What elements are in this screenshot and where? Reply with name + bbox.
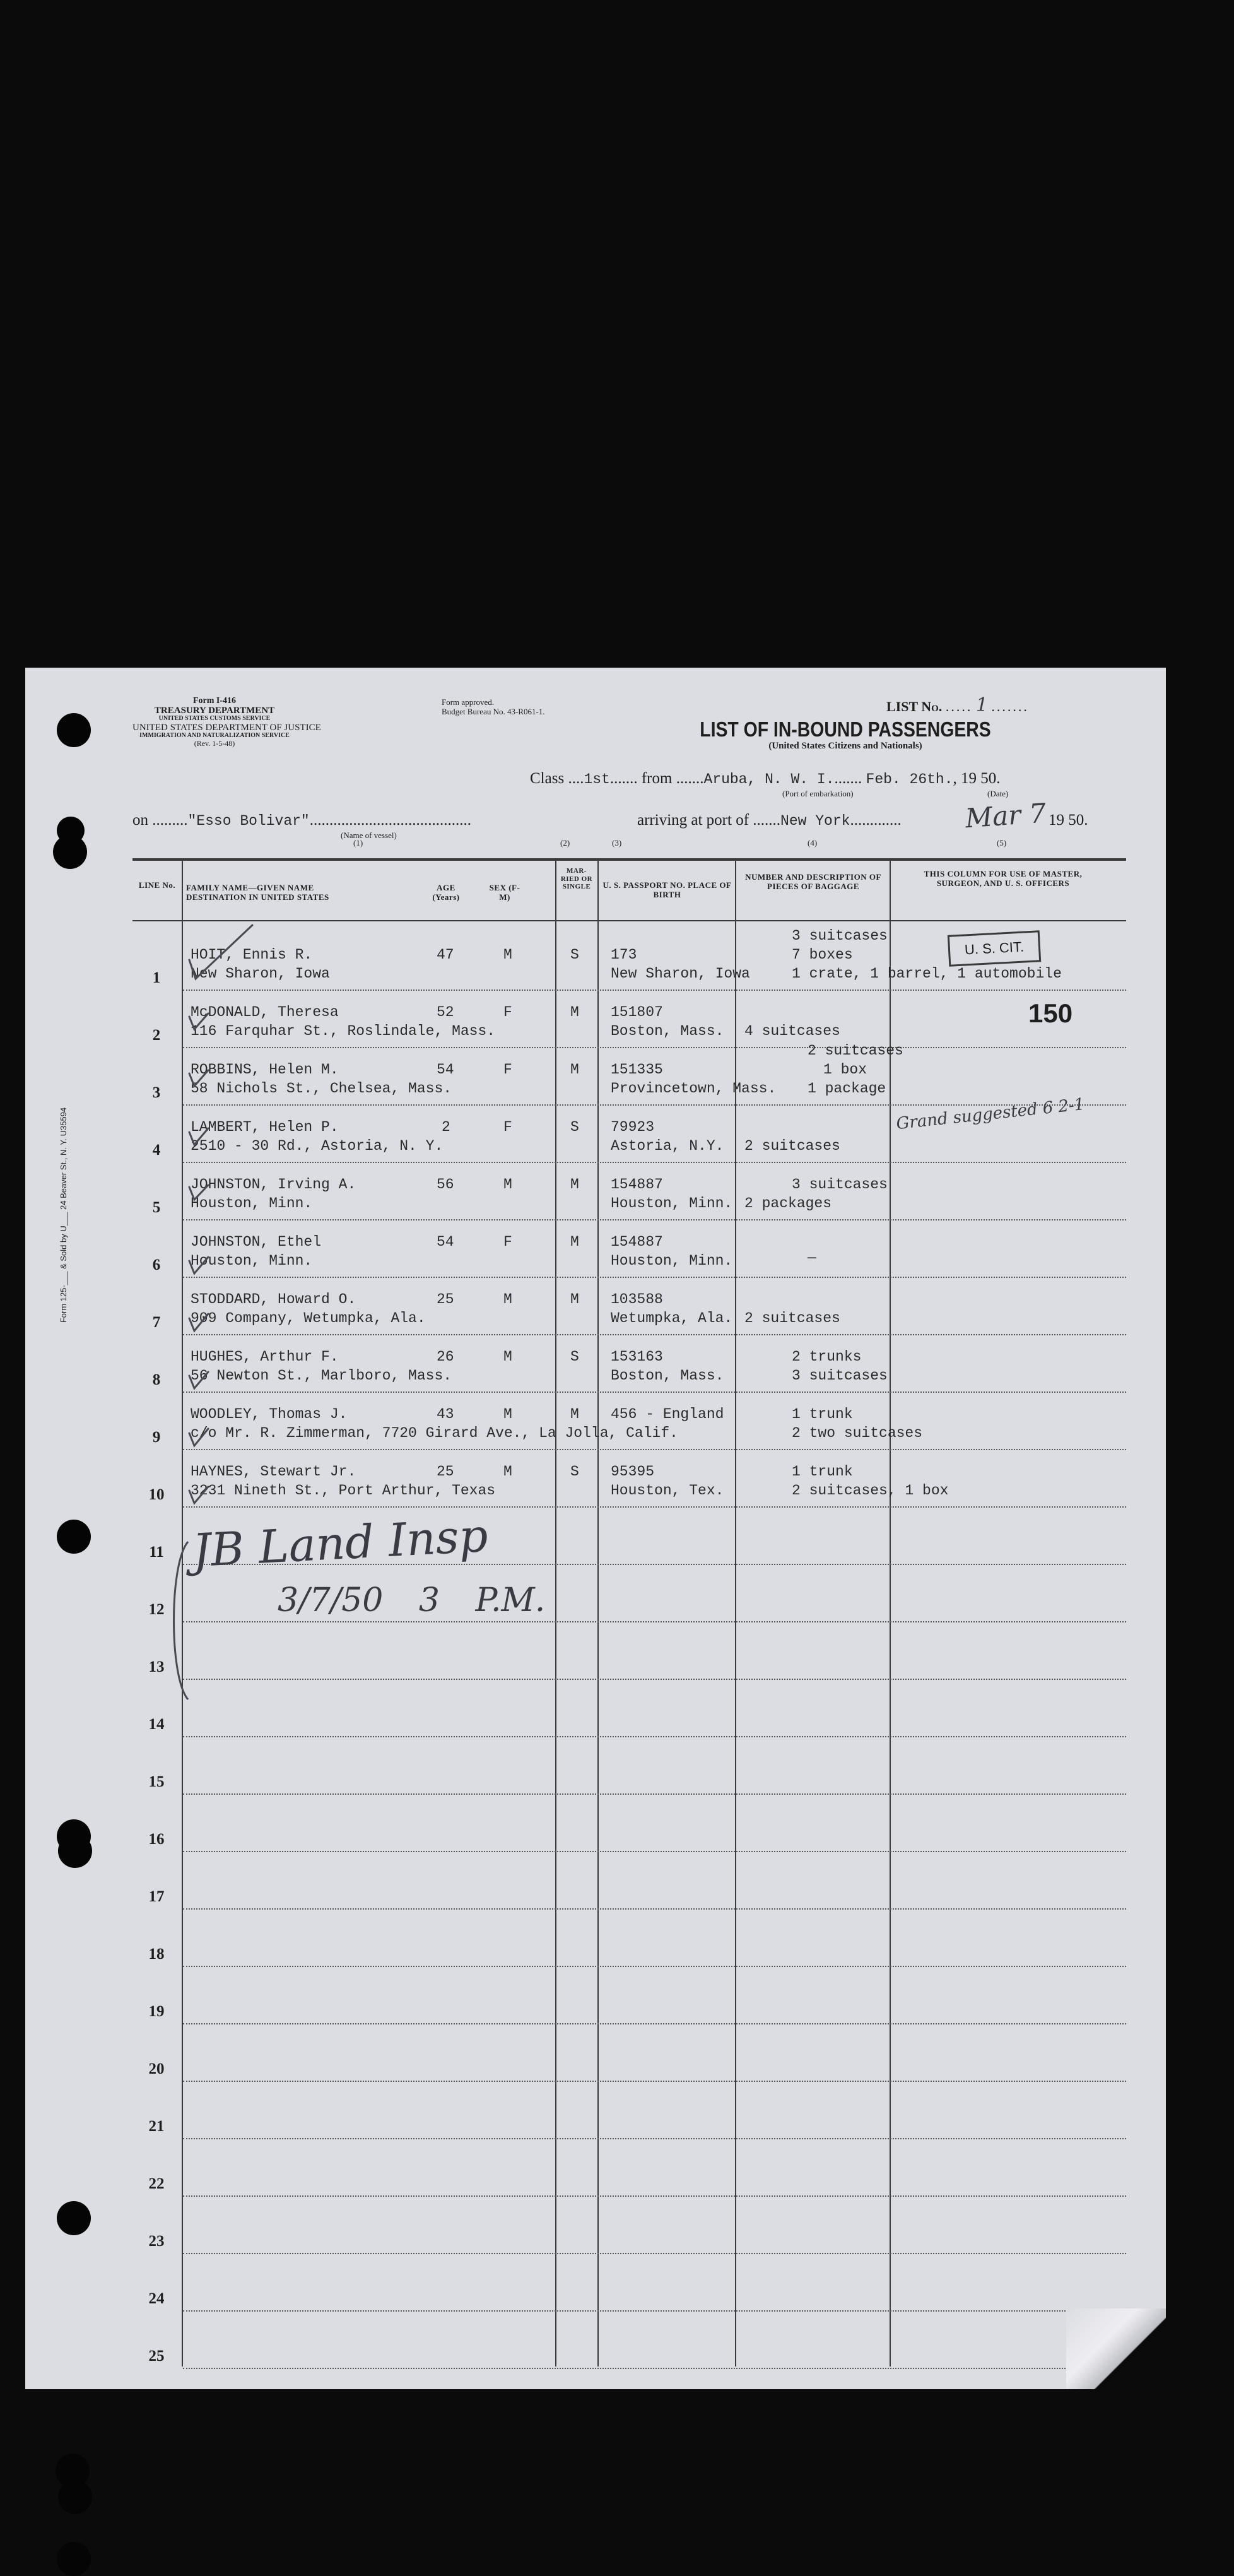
- col-number-2: (2): [560, 838, 570, 848]
- header-baggage: NUMBER AND DESCRIPTION OF PIECES OF BAGGAGE: [745, 872, 881, 891]
- col-divider: [890, 858, 891, 2366]
- punch-hole: [57, 1520, 91, 1554]
- passenger-age: 25: [437, 1463, 454, 1480]
- passenger-name: HUGHES, Arthur F.: [191, 1349, 339, 1365]
- passenger-list-page: [25, 668, 1166, 2389]
- revision: (Rev. 1-5-48): [194, 739, 235, 748]
- place-of-birth: Wetumpka, Ala.: [611, 1310, 733, 1326]
- passenger-destination: 56 Newton St., Marlboro, Mass.: [191, 1368, 452, 1384]
- baggage-line: 1 package: [808, 1080, 886, 1097]
- passenger-destination: 2510 - 30 Rd., Astoria, N. Y.: [191, 1138, 444, 1154]
- line-number: 4: [152, 1142, 161, 1159]
- passenger-sex: M: [503, 1176, 512, 1193]
- form-header: [132, 696, 321, 748]
- line-number: 2: [152, 1027, 161, 1044]
- passenger-destination: 3231 Nineth St., Port Arthur, Texas: [191, 1482, 496, 1499]
- line-number: 21: [148, 2118, 165, 2135]
- line-number: 18: [148, 1946, 165, 1963]
- line-number: 6: [152, 1256, 161, 1273]
- row-rule: [183, 1908, 1126, 1910]
- list-number-value: 1: [975, 694, 988, 716]
- baggage-line: 3 suitcases: [792, 928, 888, 944]
- header-married: MAR- RIED OR SINGLE: [560, 867, 593, 891]
- line-number: 23: [148, 2233, 165, 2250]
- passenger-age: 26: [437, 1349, 454, 1365]
- baggage-line: 2 suitcases: [744, 1138, 840, 1154]
- place-of-birth: Provincetown, Mass.: [611, 1080, 777, 1097]
- us-citizen-stamp: [948, 930, 1041, 967]
- table-top-rule: [132, 858, 1126, 861]
- subtitle: (United States Citizens and Nationals): [768, 740, 922, 751]
- customs-service: UNITED STATES CUSTOMS SERVICE: [158, 715, 271, 723]
- baggage-line: 1 crate, 1 barrel, 1 automobile: [792, 966, 1062, 982]
- punch-hole: [58, 2480, 92, 2514]
- passenger-sex: M: [503, 947, 512, 963]
- passenger-name: HOIT, Ennis R.: [191, 947, 313, 963]
- place-of-birth: Houston, Minn.: [611, 1253, 733, 1269]
- embarkation-port: Aruba, N. W. I.: [703, 771, 835, 788]
- baggage-line: 2 suitcases, 1 box: [792, 1482, 949, 1499]
- officer-handwritten-note: Grand suggested 6 2-1: [895, 1094, 1086, 1134]
- punch-hole: [57, 817, 85, 844]
- passenger-name: HAYNES, Stewart Jr.: [191, 1463, 356, 1480]
- vessel-name: "Esso Bolivar": [187, 813, 310, 829]
- row-rule: [183, 1277, 1126, 1278]
- col-divider: [555, 858, 556, 2366]
- col-number-5: (5): [997, 838, 1007, 848]
- passenger-destination: 116 Farquhar St., Roslindale, Mass.: [191, 1023, 496, 1039]
- passenger-sex: M: [503, 1406, 512, 1422]
- row-rule: [183, 1449, 1126, 1450]
- inspector-signature: JB Land Insp: [191, 1508, 490, 1578]
- place-of-birth: New Sharon, Iowa: [611, 966, 750, 982]
- form-approval: [442, 698, 545, 717]
- header-sex: SEX (F-M): [489, 883, 520, 902]
- line-number: 22: [148, 2175, 165, 2192]
- brace-mark-icon: [163, 1539, 194, 1703]
- passenger-destination: Houston, Minn.: [191, 1195, 313, 1212]
- header-age: AGE (Years): [432, 883, 460, 902]
- line-number: 25: [148, 2348, 165, 2365]
- on-label: on: [132, 812, 148, 829]
- passenger-marital: S: [570, 1349, 579, 1365]
- passenger-name: STODDARD, Howard O.: [191, 1291, 356, 1308]
- row-rule: [183, 2368, 1126, 2369]
- baggage-line: 3 suitcases: [792, 1368, 888, 1384]
- row-rule: [183, 1793, 1126, 1795]
- budget-text: Budget Bureau No. 43-R061-1.: [442, 706, 545, 716]
- col-number-3: (3): [612, 838, 622, 848]
- passport-number: 79923: [611, 1119, 655, 1135]
- row-rule: [183, 1966, 1126, 1967]
- baggage-line: 2 suitcases: [744, 1310, 840, 1326]
- passport-number: 154887: [611, 1176, 663, 1193]
- baggage-line: 2 two suitcases: [792, 1425, 923, 1441]
- line-number: 12: [148, 1601, 165, 1618]
- col-divider: [597, 858, 599, 2366]
- line-number: 10: [148, 1486, 165, 1503]
- form-number: Form I-416: [192, 696, 237, 706]
- arrival-date-handwritten: Mar 7: [964, 797, 1047, 834]
- header-name: FAMILY NAME—GIVEN NAME DESTINATION IN UNITED STATES: [186, 883, 329, 902]
- date-caption: (Date): [987, 789, 1009, 798]
- passenger-marital: M: [570, 1234, 579, 1250]
- passenger-name: JOHNSTON, Ethel: [191, 1234, 322, 1250]
- place-of-birth: Houston, Tex.: [611, 1482, 724, 1499]
- punch-hole: [57, 2201, 91, 2235]
- punch-hole: [58, 1834, 92, 1868]
- passport-number: 153163: [611, 1349, 663, 1365]
- passenger-age: 2: [442, 1119, 450, 1135]
- header-line-no: LINE No.: [138, 880, 176, 890]
- passenger-marital: S: [570, 947, 579, 963]
- justice-dept: UNITED STATES DEPARTMENT OF JUSTICE: [132, 723, 321, 733]
- year-1: 19 50.: [961, 770, 1001, 787]
- baggage-line: 2 suitcases: [808, 1043, 903, 1059]
- place-of-birth: Astoria, N.Y.: [611, 1138, 724, 1154]
- list-label: LIST No.: [886, 699, 943, 714]
- class-row: Class ....1st....... from .......Aruba, N. W. I........ Feb. 26th., 19 50.: [530, 770, 1001, 788]
- passenger-age: 56: [437, 1176, 454, 1193]
- line-number: 11: [149, 1544, 164, 1561]
- passenger-sex: M: [503, 1349, 512, 1365]
- line-number: 17: [148, 1888, 165, 1905]
- passenger-destination: 58 Nichols St., Chelsea, Mass.: [191, 1080, 452, 1097]
- row-rule: [183, 1736, 1126, 1737]
- line-number: 13: [148, 1658, 165, 1675]
- col-number-4: (4): [808, 838, 818, 848]
- passenger-name: JOHNSTON, Irving A.: [191, 1176, 356, 1193]
- line-number: 5: [152, 1199, 161, 1216]
- passenger-destination: New Sharon, Iowa: [191, 966, 330, 982]
- row-rule: [183, 2081, 1126, 2082]
- passenger-marital: M: [570, 1291, 579, 1308]
- passenger-sex: F: [503, 1234, 512, 1250]
- passport-number: 151807: [611, 1004, 663, 1020]
- line-number: 19: [148, 2003, 165, 2020]
- col-number-1: (1): [353, 838, 363, 848]
- baggage-line: 4 suitcases: [744, 1023, 840, 1039]
- passenger-marital: M: [570, 1406, 579, 1422]
- checkmark-icon: [183, 900, 284, 1228]
- passport-number: 173: [611, 947, 637, 963]
- ins-label: IMMIGRATION AND NATURALIZATION SERVICE: [139, 732, 290, 740]
- passenger-marital: M: [570, 1061, 579, 1078]
- row-rule: [183, 1047, 1126, 1048]
- line-number: 7: [152, 1314, 161, 1331]
- year-2: 19 50.: [1049, 812, 1088, 829]
- passenger-marital: M: [570, 1176, 579, 1193]
- row-rule: [183, 1219, 1126, 1220]
- passenger-destination: Houston, Minn.: [191, 1253, 313, 1269]
- place-of-birth: Houston, Minn.: [611, 1195, 733, 1212]
- arrival-port: New York: [780, 813, 850, 829]
- class-label: Class: [530, 770, 565, 787]
- checkmark-icon: [183, 1253, 221, 1518]
- passenger-name: McDONALD, Theresa: [191, 1004, 339, 1020]
- page-corner-curl: [1066, 2308, 1166, 2389]
- row-rule: [183, 1679, 1126, 1680]
- passenger-sex: M: [503, 1291, 512, 1308]
- passenger-age: 47: [437, 947, 454, 963]
- row-rule: [183, 1162, 1126, 1163]
- passenger-sex: F: [503, 1061, 512, 1078]
- passenger-name: ROBBINS, Helen M.: [191, 1061, 339, 1078]
- from-label: from: [641, 770, 673, 787]
- row-rule: [183, 2138, 1126, 2139]
- row-rule: [183, 2195, 1126, 2197]
- baggage-line: —: [808, 1250, 816, 1266]
- signature-date: 3/7/50 3 P.M.: [278, 1581, 546, 1619]
- line-number: 24: [148, 2290, 165, 2307]
- line-number: 16: [148, 1831, 165, 1848]
- passenger-marital: S: [570, 1463, 579, 1480]
- passenger-name: LAMBERT, Helen P.: [191, 1119, 339, 1135]
- passenger-age: 25: [437, 1291, 454, 1308]
- baggage-line: 1 trunk: [792, 1406, 853, 1422]
- passenger-name: WOODLEY, Thomas J.: [191, 1406, 348, 1422]
- row-rule: [183, 2253, 1126, 2254]
- baggage-line: 7 boxes: [792, 947, 853, 963]
- line-number: 9: [152, 1429, 161, 1446]
- passenger-marital: S: [570, 1119, 579, 1135]
- passenger-count: 150: [1028, 998, 1073, 1028]
- passenger-age: 43: [437, 1406, 454, 1422]
- approved-text: Form approved.: [442, 697, 495, 707]
- main-title: LIST OF IN-BOUND PASSENGERS: [700, 718, 991, 741]
- line-number: 14: [148, 1716, 165, 1733]
- passenger-sex: F: [503, 1119, 512, 1135]
- class-value: 1st: [584, 771, 610, 788]
- passenger-destination: c/o Mr. R. Zimmerman, 7720 Girard Ave., La Jolla, Calif.: [191, 1425, 678, 1441]
- punch-hole: [57, 2542, 91, 2576]
- passport-number: 154887: [611, 1234, 663, 1250]
- title-block: [669, 718, 1022, 751]
- margin-note: Form 125-___ & Sold by U___ 24 Beaver St., N. Y. U35594: [59, 1107, 69, 1323]
- baggage-line: 1 trunk: [792, 1463, 853, 1480]
- vessel-row: on ........."Esso Bolivar".........................................: [132, 812, 471, 829]
- passenger-age: 54: [437, 1061, 454, 1078]
- row-rule: [183, 1621, 1126, 1622]
- passenger-destination: 909 Company, Wetumpka, Ala.: [191, 1310, 426, 1326]
- row-rule: [183, 1506, 1126, 1508]
- row-rule: [183, 2023, 1126, 2024]
- row-rule: [183, 990, 1126, 991]
- row-rule: [183, 1391, 1126, 1393]
- port-caption: (Port of embarkation): [782, 789, 854, 798]
- row-rule: [183, 1851, 1126, 1852]
- passport-number: 456 - England: [611, 1406, 724, 1422]
- passenger-age: 52: [437, 1004, 454, 1020]
- baggage-line: 2 packages: [744, 1195, 832, 1212]
- arrival-row: arriving at port of .......New York.............: [637, 812, 902, 829]
- baggage-line: 1 box: [823, 1061, 867, 1078]
- row-rule: [183, 1334, 1126, 1335]
- treasury-dept: TREASURY DEPARTMENT: [154, 706, 275, 716]
- baggage-line: 2 trunks: [792, 1349, 862, 1365]
- line-number: 15: [148, 1773, 165, 1790]
- punch-hole: [57, 713, 91, 747]
- passport-number: 103588: [611, 1291, 663, 1308]
- passenger-marital: M: [570, 1004, 579, 1020]
- passenger-sex: M: [503, 1463, 512, 1480]
- embarkation-date: Feb. 26th.: [866, 771, 953, 788]
- line-number: 3: [152, 1084, 161, 1101]
- list-number: LIST No. ..... 1 .......: [886, 694, 1029, 716]
- line-number: 20: [148, 2060, 165, 2077]
- line-number: 8: [152, 1371, 161, 1388]
- place-of-birth: Boston, Mass.: [611, 1368, 724, 1384]
- vessel-caption: (Name of vessel): [341, 830, 397, 840]
- passport-number: 95395: [611, 1463, 655, 1480]
- header-officers: THIS COLUMN FOR USE OF MASTER, SURGEON, AND U. S. OFFICERS: [924, 869, 1083, 888]
- header-passport: U. S. PASSPORT NO. PLACE OF BIRTH: [602, 880, 732, 899]
- passenger-age: 54: [437, 1234, 454, 1250]
- passenger-sex: F: [503, 1004, 512, 1020]
- arriving-label: arriving at port of: [637, 812, 749, 829]
- line-number: 1: [152, 969, 161, 986]
- place-of-birth: Boston, Mass.: [611, 1023, 724, 1039]
- baggage-line: 3 suitcases: [792, 1176, 888, 1193]
- stamp-text: U. S. CIT.: [964, 938, 1025, 958]
- passport-number: 151335: [611, 1061, 663, 1078]
- row-rule: [183, 2310, 1126, 2312]
